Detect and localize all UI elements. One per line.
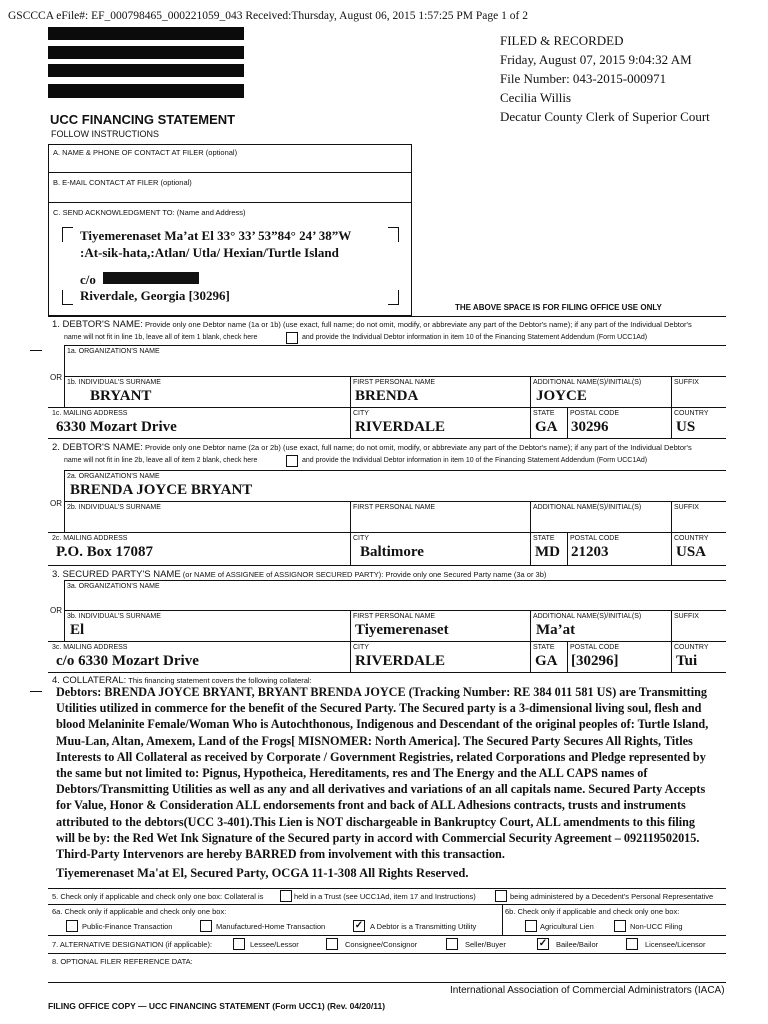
non-ucc-filing-checkbox[interactable] — [614, 920, 626, 932]
section2-heading — [52, 442, 692, 453]
lessee-lessor-label: Lessee/Lessor — [250, 940, 299, 949]
bailee-bailor-checkbox[interactable]: ✓ — [538, 938, 548, 949]
first-name-label: FIRST PERSONAL NAME — [353, 379, 436, 386]
redaction-bar — [103, 272, 199, 284]
decedent-label: being administered by a Decedent's Personal Representative — [510, 892, 714, 901]
or-label: OR — [50, 606, 62, 615]
surname-label: 3b. INDIVIDUAL'S SURNAME — [67, 613, 161, 620]
section2-instr: Provide only one Debtor name (2a or 2b) (use exact, full name; do not omit, modify, or abbreviate any part of the Debtor's name); if any part of the Individual Debtor's — [144, 443, 692, 452]
secured-party-first-name: Tiyemerenaset — [355, 622, 449, 638]
follow-instructions: FOLLOW INSTRUCTIONS — [51, 129, 160, 139]
secured-party-additional-name: Ma’at — [536, 622, 576, 638]
city-label: CITY — [353, 410, 369, 417]
surname-label: 1b. INDIVIDUAL'S SURNAME — [67, 379, 161, 386]
section4-instr: This financing statement covers the following collateral: — [128, 676, 312, 685]
section4-title: 4. COLLATERAL: — [52, 675, 127, 686]
bailee-bailor-label: Bailee/Bailor — [556, 940, 599, 949]
form-footer: FILING OFFICE COPY — UCC FINANCING STATEMENT (Form UCC1) (Rev. 04/20/11) — [48, 1001, 386, 1011]
trust-label: held in a Trust (see UCC1Ad, item 17 and Instructions) — [294, 892, 476, 901]
section1-instr-line: and provide the Individual Debtor information in item 10 of the Financing Statement Addendum (Form UCC1Ad) — [302, 334, 648, 341]
secured-party-city: RIVERDALE — [355, 653, 446, 669]
section5-label: 5. Check only if applicable and check only one box: Collateral is — [52, 892, 264, 901]
section1-heading — [52, 319, 692, 330]
state-label: STATE — [533, 410, 555, 417]
secured-party-state: GA — [535, 653, 558, 669]
ack-line: Riverdale, Georgia [30296] — [80, 288, 230, 303]
secured-party-address: c/o 6330 Mozart Drive — [56, 653, 199, 669]
city-label: CITY — [353, 644, 369, 651]
country-label: COUNTRY — [674, 410, 709, 417]
postal-label: POSTAL CODE — [570, 410, 620, 417]
debtor2-state: MD — [535, 544, 560, 560]
transmitting-utility-label: A Debtor is a Transmitting Utility — [370, 922, 477, 931]
mailing-label: 1c. MAILING ADDRESS — [52, 410, 128, 417]
section2-instr-line: and provide the Individual Debtor information in item 10 of the Financing Statement Addendum (Form UCC1Ad) — [302, 457, 648, 464]
debtor2-country: USA — [676, 544, 707, 560]
state-label: STATE — [533, 535, 555, 542]
debtor1-city: RIVERDALE — [355, 419, 446, 435]
consignee-consignor-checkbox[interactable] — [326, 938, 338, 950]
collateral-text: Debtors: BRENDA JOYCE BRYANT, BRYANT BRENDA JOYCE (Tracking Number: RE 384 011 581 US) are Transmitting Utilities utilized in commerce for the benefit of the Secured Party. The Secured party is a 3-dimensional living soul, flesh and blood Melaninite Female/Woman Who is Autochthonous, Indigenous and Descendant of the original peoples of: Turtle Island, Muu-Lan, Altan, Amexem, Land of the Frogs[ MISNOMER: North America]. The Secured Party Secures All Rights, Titles Interests to All Collateral as received by Corporate / Government Registries, related Corporations and Pledge represented by the same but not limited to: Pignus, Hypotheica, Hereditaments, res and The Energy and the ALL CAPS names of Debtors/Transmitting Utilities as well as any and all derivatives and variations of an all capitals name. Secured Party Accepts for Value, Honor & Consideration ALL endorsements front and back of ALL Adhesions contracts, trusts and instruments attributed to the debtors(UCC 3-401).This Lien is NOT dischargeable in Bankruptcy Court, ALL amendments to this filing will be by: the Red Wet Ink Signature of the Secured party in accord with Commercial Security Agreement – 092119502015. Third-Party Intervenors are hereby BARRED from involvement with this transaction. — [56, 685, 709, 862]
section3-title: 3. SECURED PARTY'S NAME — [52, 569, 181, 580]
manufactured-home-label: Manufactured-Home Transaction — [216, 922, 326, 931]
seller-buyer-label: Seller/Buyer — [465, 940, 506, 949]
debtor1-postal: 30296 — [571, 419, 609, 435]
clerk-office: Decatur County Clerk of Superior Court — [500, 109, 710, 124]
section7-label: 7. ALTERNATIVE DESIGNATION (if applicable): — [52, 940, 213, 949]
section6b-label: 6b. Check only if applicable and check only one box: — [505, 907, 680, 916]
email-label: B. E-MAIL CONTACT AT FILER (optional) — [53, 178, 192, 187]
public-finance-label: Public-Finance Transaction — [82, 922, 173, 931]
agricultural-lien-checkbox[interactable] — [525, 920, 537, 932]
org-name-label: 2a. ORGANIZATION'S NAME — [67, 473, 160, 480]
file-number: File Number: 043-2015-000971 — [500, 71, 667, 86]
ack-label: C. SEND ACKNOWLEDGMENT TO: (Name and Address) — [53, 208, 246, 217]
org-name-label: 1a. ORGANIZATION'S NAME — [67, 348, 160, 355]
section1-title: 1. DEBTOR'S NAME: — [52, 319, 143, 330]
section1-instr: Provide only one Debtor name (1a or 1b) (use exact, full name; do not omit, modify, or abbreviate any part of the Debtor's name); if any part of the Individual Debtor's — [144, 320, 692, 329]
licensee-licensor-label: Licensee/Licensor — [645, 940, 706, 949]
secured-party-signature: Tiyemerenaset Ma'at El, Secured Party, OCGA 11-1-308 All Rights Reserved. — [56, 866, 469, 880]
first-name-label: FIRST PERSONAL NAME — [353, 504, 436, 511]
secured-party-surname: El — [70, 622, 85, 638]
debtor2-org-name: BRENDA JOYCE BRYANT — [70, 482, 253, 498]
section2-individual-checkbox[interactable] — [286, 455, 298, 467]
ack-line: c/o — [80, 272, 96, 287]
debtor1-country: US — [676, 419, 696, 435]
transmitting-utility-checkbox[interactable]: ✓ — [354, 920, 364, 931]
postal-label: POSTAL CODE — [570, 535, 620, 542]
mailing-label: 3c. MAILING ADDRESS — [52, 644, 128, 651]
consignee-consignor-label: Consignee/Consignor — [345, 940, 418, 949]
debtor1-first-name: BRENDA — [355, 388, 419, 404]
additional-name-label: ADDITIONAL NAME(S)/INITIAL(S) — [533, 504, 642, 511]
ack-line: :At-sik-hata,:Atlan/ Utla/ Hexian/Turtle Island — [80, 245, 339, 260]
additional-name-label: ADDITIONAL NAME(S)/INITIAL(S) — [533, 613, 642, 620]
secured-party-postal: [30296] — [571, 653, 619, 669]
first-name-label: FIRST PERSONAL NAME — [353, 613, 436, 620]
redaction-bar — [48, 84, 244, 98]
section2-title: 2. DEBTOR'S NAME: — [52, 442, 143, 453]
section3-instr: (or NAME of ASSIGNEE of ASSIGNOR SECURED PARTY): Provide only one Secured Party name (3a or 3b) — [182, 570, 547, 579]
filed-date: Friday, August 07, 2015 9:04:32 AM — [500, 52, 692, 67]
debtor1-additional-name: JOYCE — [536, 388, 587, 404]
redaction-bar — [48, 46, 244, 59]
section1-instr-line: name will not fit in line 1b, leave all of item 1 blank, check here — [64, 334, 258, 341]
filed-line: FILED & RECORDED — [500, 33, 624, 48]
clerk-name: Cecilia Willis — [500, 90, 572, 105]
section1-individual-checkbox[interactable] — [286, 332, 298, 344]
debtor2-city: Baltimore — [360, 544, 424, 560]
section6a-label: 6a. Check only if applicable and check only one box: — [52, 907, 227, 916]
form-title: UCC FINANCING STATEMENT — [50, 112, 236, 127]
contact-label: A. NAME & PHONE OF CONTACT AT FILER (optional) — [53, 148, 238, 157]
redaction-bar — [48, 27, 244, 40]
city-label: CITY — [353, 535, 369, 542]
state-label: STATE — [533, 644, 555, 651]
redaction-bar — [48, 64, 244, 77]
section3-heading — [52, 569, 546, 580]
filing-office-note: THE ABOVE SPACE IS FOR FILING OFFICE USE ONLY — [455, 303, 662, 312]
ack-address — [80, 227, 351, 261]
efile-header: GSCCCA eFile#: EF_000798465_000221059_043 Received:Thursday, August 06, 2015 1:57:25 PM Page 1 of 2 — [8, 10, 528, 22]
postal-label: POSTAL CODE — [570, 644, 620, 651]
non-ucc-filing-label: Non-UCC Filing — [630, 922, 683, 931]
trust-checkbox[interactable] — [280, 890, 292, 902]
decedent-checkbox[interactable] — [495, 890, 507, 902]
debtor1-address: 6330 Mozart Drive — [56, 419, 177, 435]
agricultural-lien-label: Agricultural Lien — [540, 922, 594, 931]
public-finance-checkbox[interactable] — [66, 920, 78, 932]
or-label: OR — [50, 499, 62, 508]
iaca-footer: International Association of Commercial Administrators (IACA) — [450, 985, 725, 996]
suffix-label: SUFFIX — [674, 379, 699, 386]
additional-name-label: ADDITIONAL NAME(S)/INITIAL(S) — [533, 379, 642, 386]
suffix-label: SUFFIX — [674, 504, 699, 511]
section2-instr-line: name will not fit in line 2b, leave all of item 2 blank, check here — [64, 457, 258, 464]
debtor1-surname: BRYANT — [90, 388, 152, 404]
mailing-label: 2c. MAILING ADDRESS — [52, 535, 128, 542]
debtor1-state: GA — [535, 419, 558, 435]
suffix-label: SUFFIX — [674, 613, 699, 620]
debtor2-postal: 21203 — [571, 544, 609, 560]
licensee-licensor-checkbox[interactable] — [626, 938, 638, 950]
section8-label: 8. OPTIONAL FILER REFERENCE DATA: — [52, 957, 193, 966]
or-label: OR — [50, 373, 62, 382]
lessee-lessor-checkbox[interactable] — [233, 938, 245, 950]
ack-line: Tiyemerenaset Ma’at El 33° 33’ 53”84° 24’ 38”W — [80, 228, 352, 243]
country-label: COUNTRY — [674, 644, 709, 651]
debtor2-address: P.O. Box 17087 — [56, 544, 153, 560]
manufactured-home-checkbox[interactable] — [200, 920, 212, 932]
country-label: COUNTRY — [674, 535, 709, 542]
secured-party-country: Tui — [676, 653, 698, 669]
filed-stamp — [500, 31, 710, 126]
org-name-label: 3a. ORGANIZATION'S NAME — [67, 583, 160, 590]
surname-label: 2b. INDIVIDUAL'S SURNAME — [67, 504, 161, 511]
seller-buyer-checkbox[interactable] — [446, 938, 458, 950]
